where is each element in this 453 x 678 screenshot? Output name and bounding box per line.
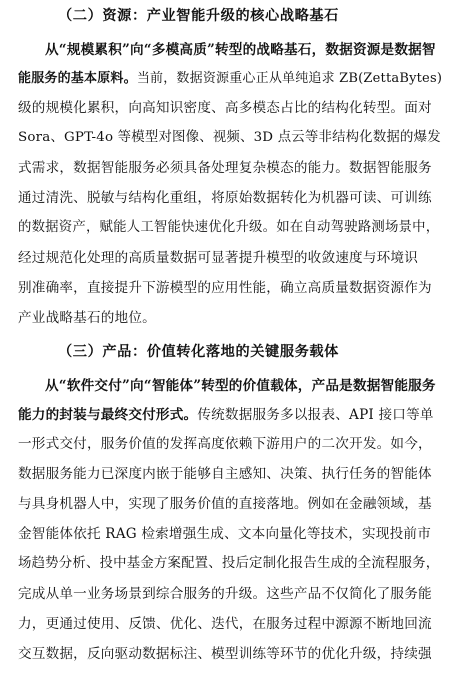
paragraph-line: 完成从单一业务场景到综合服务的升级。这些产品不仅简化了服务能 <box>18 586 432 602</box>
section-heading-resources: （二）资源：产业智能升级的核心战略基石 <box>58 8 339 24</box>
paragraph-line: 数据服务能力已深度内嵌于能够自主感知、决策、执行任务的智能体 <box>18 466 432 482</box>
paragraph-line: 通过清洗、脱敏与结构化重组，将原始数据转化为机器可读、可训练 <box>18 190 432 206</box>
paragraph-line: 场趋势分析、投中基金方案配置、投后定制化报告生成的全流程服务， <box>18 556 440 571</box>
paragraph-line: 的数据资产，赋能人工智能快速优化升级。如在自动驾驶路测场景中， <box>18 220 440 235</box>
paragraph-line: Sora、GPT-4o 等模型对图像、视频、3D 点云等非结构化数据的爆发 <box>18 130 441 145</box>
paragraph-line: 交互数据，反向驱动数据标注、模型训练等环节的优化升级，持续强 <box>18 646 432 662</box>
paragraph-line: 从“规模累积”向“多模高质”转型的战略基石，数据资源是数据智 <box>45 42 436 58</box>
paragraph-line: 力，更通过使用、反馈、优化、迭代，在服务过程中源源不断地回流 <box>18 616 432 632</box>
section-heading-products: （三）产品：价值转化落地的关键服务载体 <box>58 344 339 360</box>
paragraph-line: 产业战略基石的地位。 <box>18 310 156 326</box>
paragraph-line: 经过规范化处理的高质量数据可显著提升模型的收敛速度与环境识 <box>18 250 419 266</box>
paragraph-line: 别准确率，直接提升下游模型的应用性能，确立高质量数据资源作为 <box>18 280 432 296</box>
paragraph-line: 式需求，数据智能服务必须具备处理复杂模态的能力。数据智能服务 <box>18 160 432 176</box>
paragraph-line: 能力的封装与最终交付形式。传统数据服务多以报表、API 接口等单 <box>18 407 434 423</box>
paragraph-line: 从“软件交付”向“智能体”转型的价值载体，产品是数据智能服务 <box>45 378 436 394</box>
paragraph-line: 金智能体依托 RAG 检索增强生成、文本向量化等技术，实现投前市 <box>18 526 431 542</box>
paragraph-line: 级的规模化累积，向高知识密度、高多模态占比的结构化转型。面对 <box>18 100 432 116</box>
paragraph-line: 能服务的基本原料。当前，数据资源重心正从单纯追求 ZB(ZettaBytes) <box>18 71 443 86</box>
paragraph-line: 与具身机器人中，实现了服务价值的直接落地。例如在金融领域，基 <box>18 496 432 512</box>
paragraph-line: 一形式交付，服务价值的发挥高度依赖下游用户的二次开发。如今， <box>18 436 432 452</box>
